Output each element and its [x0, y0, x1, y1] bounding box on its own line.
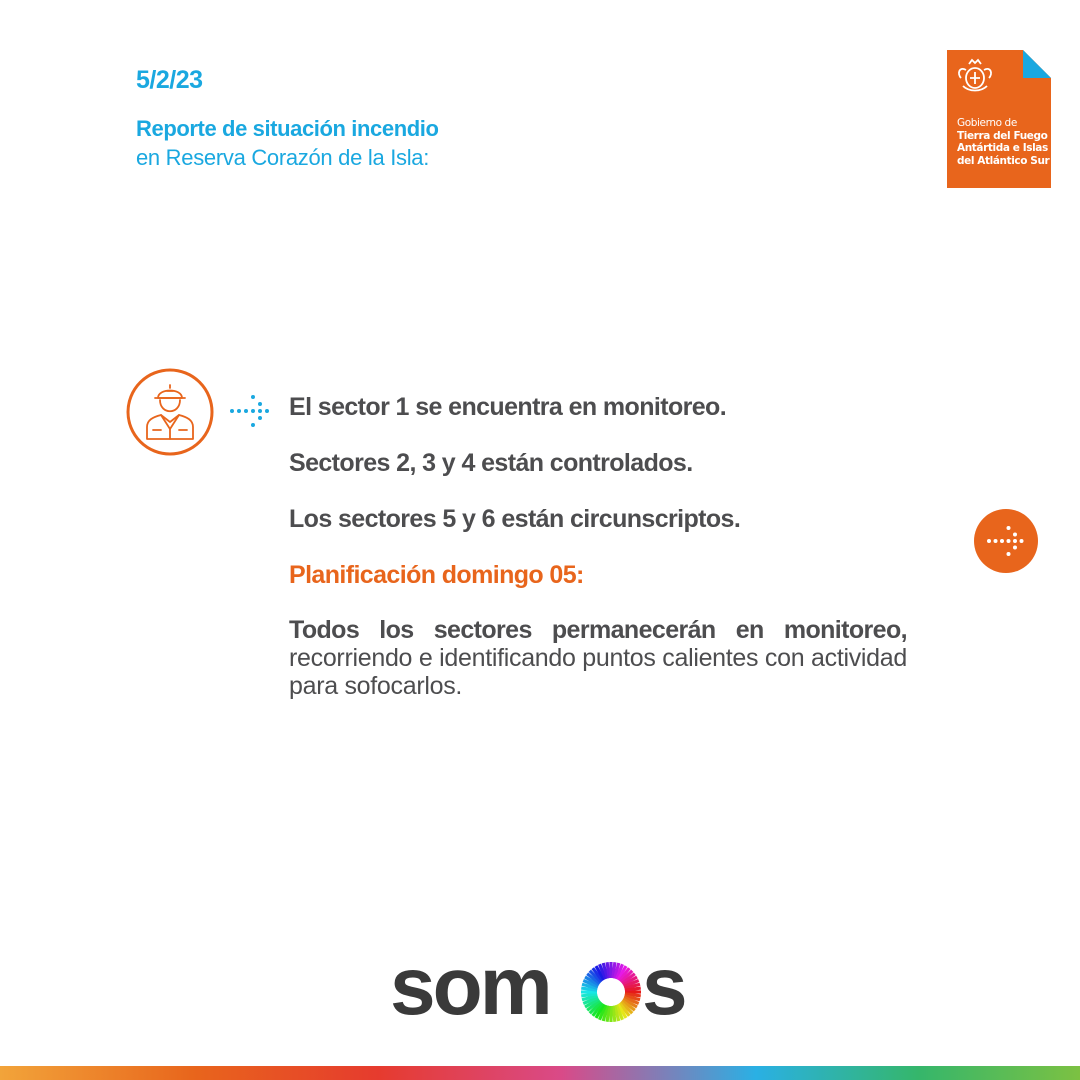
color-wheel-icon: [581, 962, 641, 1022]
dotted-arrow-icon: [974, 509, 1038, 573]
dotted-arrow-icon: [229, 392, 271, 430]
coat-of-arms-icon: [955, 56, 995, 96]
bottom-color-bar: [0, 1066, 1080, 1080]
government-logo-text: [957, 117, 1049, 167]
date-label: 5/2/23: [136, 66, 203, 94]
gov-line-3: Antártida e Islas: [957, 142, 1048, 154]
government-logo: [947, 50, 1051, 188]
brand-text-end: s: [642, 950, 688, 1030]
next-slide-button[interactable]: [974, 509, 1038, 573]
wheel-segment: [625, 988, 641, 990]
wheel-segment: [613, 1006, 615, 1022]
plan-heading: Planificación domingo 05:: [289, 561, 584, 589]
report-subtitle: en Reserva Corazón de la Isla:: [136, 145, 430, 170]
plan-text: recorriendo e identificando puntos calientes con actividad para sofocarlos.: [289, 644, 907, 700]
wheel-segment: [607, 962, 609, 978]
report-body: [289, 392, 907, 700]
report-title: Reporte de situación incendio: [136, 116, 439, 141]
firefighter-icon: [125, 367, 215, 457]
plan-paragraph: [289, 616, 907, 700]
gov-line-2: Tierra del Fuego: [957, 129, 1048, 142]
plan-bold-text: Todos los sectores permanecerán en monitoreo,: [289, 616, 907, 644]
brand-text-start: som: [390, 950, 550, 1030]
gov-line-4: del Atlántico Sur: [957, 154, 1050, 167]
status-line-1: El sector 1 se encuentra en monitoreo.: [289, 393, 727, 421]
status-line-3: Los sectores 5 y 6 están circunscriptos.: [289, 505, 741, 533]
wheel-segment: [581, 994, 597, 996]
status-line-2: Sectores 2, 3 y 4 están controlados.: [289, 449, 693, 477]
gov-line-1: Gobierno de: [957, 117, 1017, 129]
somos-brand-logo: [390, 950, 690, 1030]
